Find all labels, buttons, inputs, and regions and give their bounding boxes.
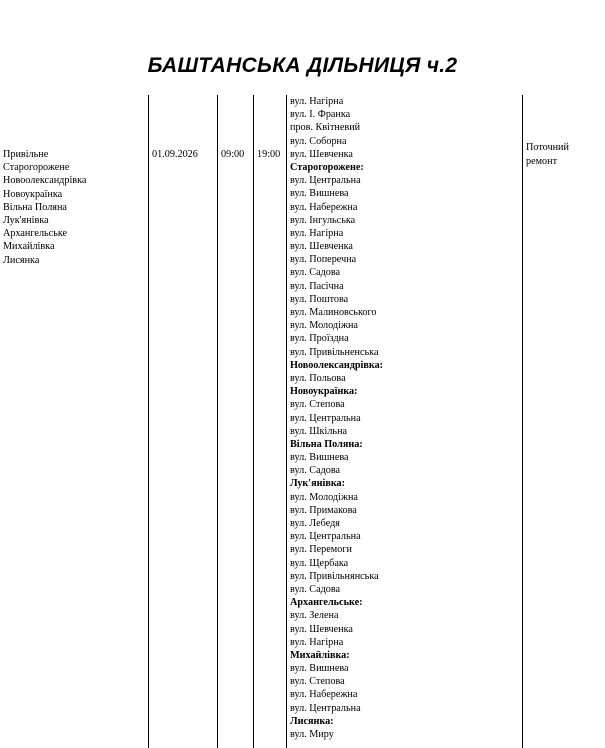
settlement-item: Новоолександрівка — [3, 175, 87, 187]
street-item: вул. Садова — [290, 465, 341, 477]
start-time-cell: 09:00 — [221, 149, 245, 160]
settlement-item: Вільна Поляна — [3, 201, 67, 213]
street-item: вул. Привільненська — [290, 346, 379, 358]
street-item: вул. Вишнева — [290, 663, 349, 675]
street-item: вул. Привільнянська — [290, 570, 379, 582]
street-item: вул. Примакова — [290, 504, 357, 516]
street-item: вул. Миру — [290, 729, 334, 740]
column-divider — [148, 95, 149, 748]
street-item: вул. Польова — [290, 372, 346, 384]
settlement-item: Новоукраїнка — [3, 188, 63, 200]
settlement-header: Архангельське: — [290, 597, 363, 609]
page-title: БАШТАНСЬКА ДІЛЬНИЦЯ ч.2 — [147, 54, 458, 77]
street-item: вул. Перемоги — [290, 544, 352, 556]
settlement-header: Михайлівка: — [290, 649, 350, 661]
street-item: вул. Степова — [290, 399, 345, 411]
street-item: вул. Центральна — [290, 175, 361, 187]
settlement-header: Новоукраїнка: — [290, 386, 358, 398]
street-item: вул. Пасічна — [290, 280, 344, 292]
street-item: вул. Шевченка — [290, 148, 353, 160]
street-item: вул. Набережна — [290, 689, 358, 701]
settlement-header: Старогорожене: — [290, 161, 364, 173]
settlements-cell — [3, 148, 86, 267]
settlement-header: Новоолександрівка: — [290, 359, 384, 371]
streets-cell — [290, 95, 383, 741]
settlement-item: Лук'янівка — [3, 214, 49, 226]
street-item: вул. Степова — [290, 676, 345, 688]
street-item: вул. Нагірна — [290, 227, 344, 239]
street-item: вул. Малиновського — [290, 307, 377, 318]
street-item: вул. Поштова — [290, 293, 349, 305]
street-item: вул. Шевченка — [290, 241, 353, 253]
end-time-cell: 19:00 — [257, 149, 281, 160]
street-item: вул. Шкільна — [290, 425, 348, 437]
street-item: вул. Проїздна — [290, 333, 349, 345]
street-item: вул. Вишнева — [290, 188, 349, 200]
work-type-cell: Поточний ремонт — [526, 142, 569, 167]
column-divider — [217, 95, 218, 748]
settlement-item: Привільне — [3, 149, 49, 160]
column-divider — [286, 95, 287, 748]
settlement-header: Лисянка: — [290, 715, 334, 727]
street-item: вул. Центральна — [290, 412, 361, 424]
street-item: вул. Лебедя — [290, 518, 340, 529]
settlement-item: Архангельське — [3, 228, 68, 240]
street-item: вул. І. Франка — [290, 109, 351, 121]
street-item: вул. Соборна — [290, 135, 347, 147]
street-item: вул. Садова — [290, 267, 341, 279]
date-cell: 01.09.2026 — [152, 149, 198, 160]
street-item: вул. Центральна — [290, 702, 361, 714]
street-item: вул. Поперечна — [290, 254, 357, 266]
street-item: вул. Молодіжна — [290, 320, 358, 332]
settlement-header: Вільна Поляна: — [290, 438, 363, 450]
street-item: вул. Інгульська — [290, 214, 356, 226]
settlement-item: Лисянка — [3, 254, 40, 266]
street-item: вул. Нагірна — [290, 636, 344, 648]
column-divider — [522, 95, 523, 748]
column-divider — [253, 95, 254, 748]
street-item: пров. Квітневий — [290, 122, 361, 134]
settlement-item: Старогорожене — [3, 162, 70, 174]
street-item: вул. Садова — [290, 583, 341, 595]
street-item: вул. Набережна — [290, 201, 358, 213]
settlement-item: Михайлівка — [3, 241, 55, 253]
settlement-header: Лук'янівка: — [290, 478, 346, 490]
street-item: вул. Шевченка — [290, 623, 353, 635]
street-item: вул. Зелена — [290, 610, 339, 622]
street-item: вул. Центральна — [290, 531, 361, 543]
street-item: вул. Щербака — [290, 557, 349, 569]
street-item: вул. Вишнева — [290, 452, 349, 464]
street-item: вул. Нагірна — [290, 96, 344, 107]
street-item: вул. Молодіжна — [290, 491, 358, 503]
